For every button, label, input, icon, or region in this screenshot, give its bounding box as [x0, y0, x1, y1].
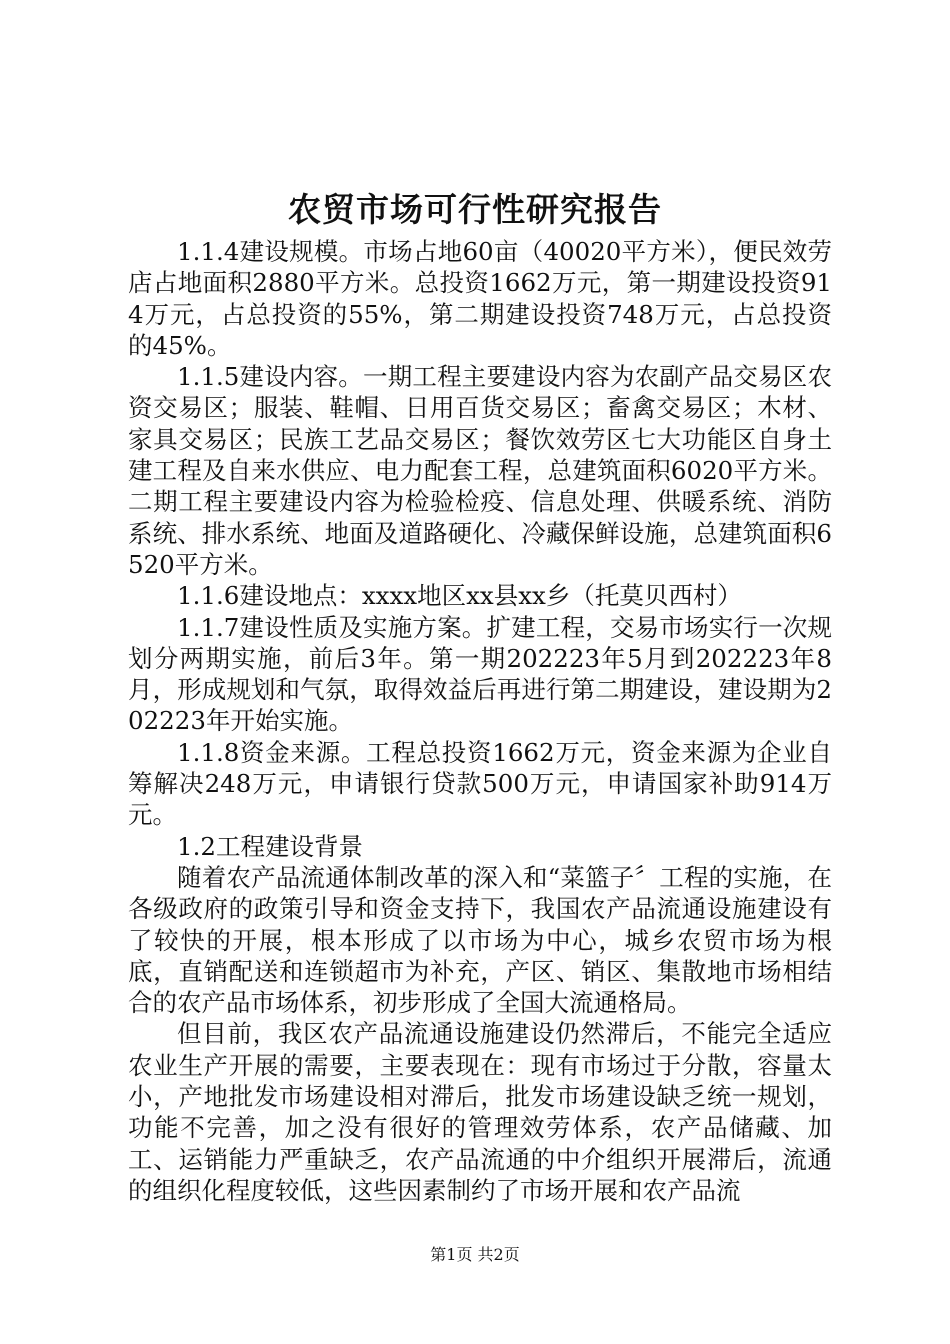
paragraph-background-problems: 但目前，我区农产品流通设施建设仍然滞后，不能完全适应农业生产开展的需要，主要表现在：现有市场过于分散，容量太小，产地批发市场建设相对滞后，批发市场建设缺乏统一规划，功能不完善，加之没有很好的管理效劳体系，农产品储藏、加工、运销能力严重缺乏，农产品流通的中介组织开展滞后，流通的组织化程度较低，这些因素制约了市场开展和农产品流 [128, 1019, 832, 1205]
document-body [128, 236, 832, 1206]
paragraph-background-reform: 随着农产品流通体制改革的深入和“菜篮子〞工程的实施，在各级政府的政策引导和资金支持下，我国农产品流通设施建设有了较快的开展，根本形成了以市场为中心，城乡农贸市场为根底，直销配送和连锁超市为补充，产区、销区、集散地市场相结合的农产品市场体系，初步形成了全国大流通格局。 [128, 862, 832, 1018]
paragraph-funding-source: 1.1.8资金来源。工程总投资1662万元，资金来源为企业自筹解决248万元，申请银行贷款500万元，申请国家补助914万元。 [128, 737, 832, 830]
section-heading-background: 1.2工程建设背景 [177, 831, 363, 861]
page-footer: 第1页 共2页 [430, 1245, 520, 1264]
paragraph-construction-content: 1.1.5建设内容。一期工程主要建设内容为农副产品交易区农资交易区；服装、鞋帽、日用百货交易区；畜禽交易区；木材、家具交易区；民族工艺品交易区；餐饮效劳区七大功能区自身土建工程及自来水供应、电力配套工程，总建筑面积6020平方米。二期工程主要建设内容为检验检疫、信息处理、供暖系统、消防系统、排水系统、地面及道路硬化、冷藏保鲜设施，总建筑面积6520平方米。 [128, 362, 832, 579]
paragraph-construction-scale: 1.1.4建设规模。市场占地60亩（40020平方米），便民效劳店占地面积2880平方米。总投资1662万元，第一期建设投资914万元，占总投资的55%，第二期建设投资748万元，占总投资的45%。 [128, 237, 832, 360]
document-title: 农贸市场可行性研究报告 [288, 190, 662, 229]
paragraph-construction-site: 1.1.6建设地点：xxxx地区xx县xx乡（托莫贝西村） [177, 581, 742, 611]
paragraph-construction-nature: 1.1.7建设性质及实施方案。扩建工程，交易市场实行一次规划分两期实施，前后3年。第一期202223年5月到202223年8月，形成规划和气氛，取得效益后再进行第二期建设，建设期为202223年开始实施。 [128, 612, 832, 736]
